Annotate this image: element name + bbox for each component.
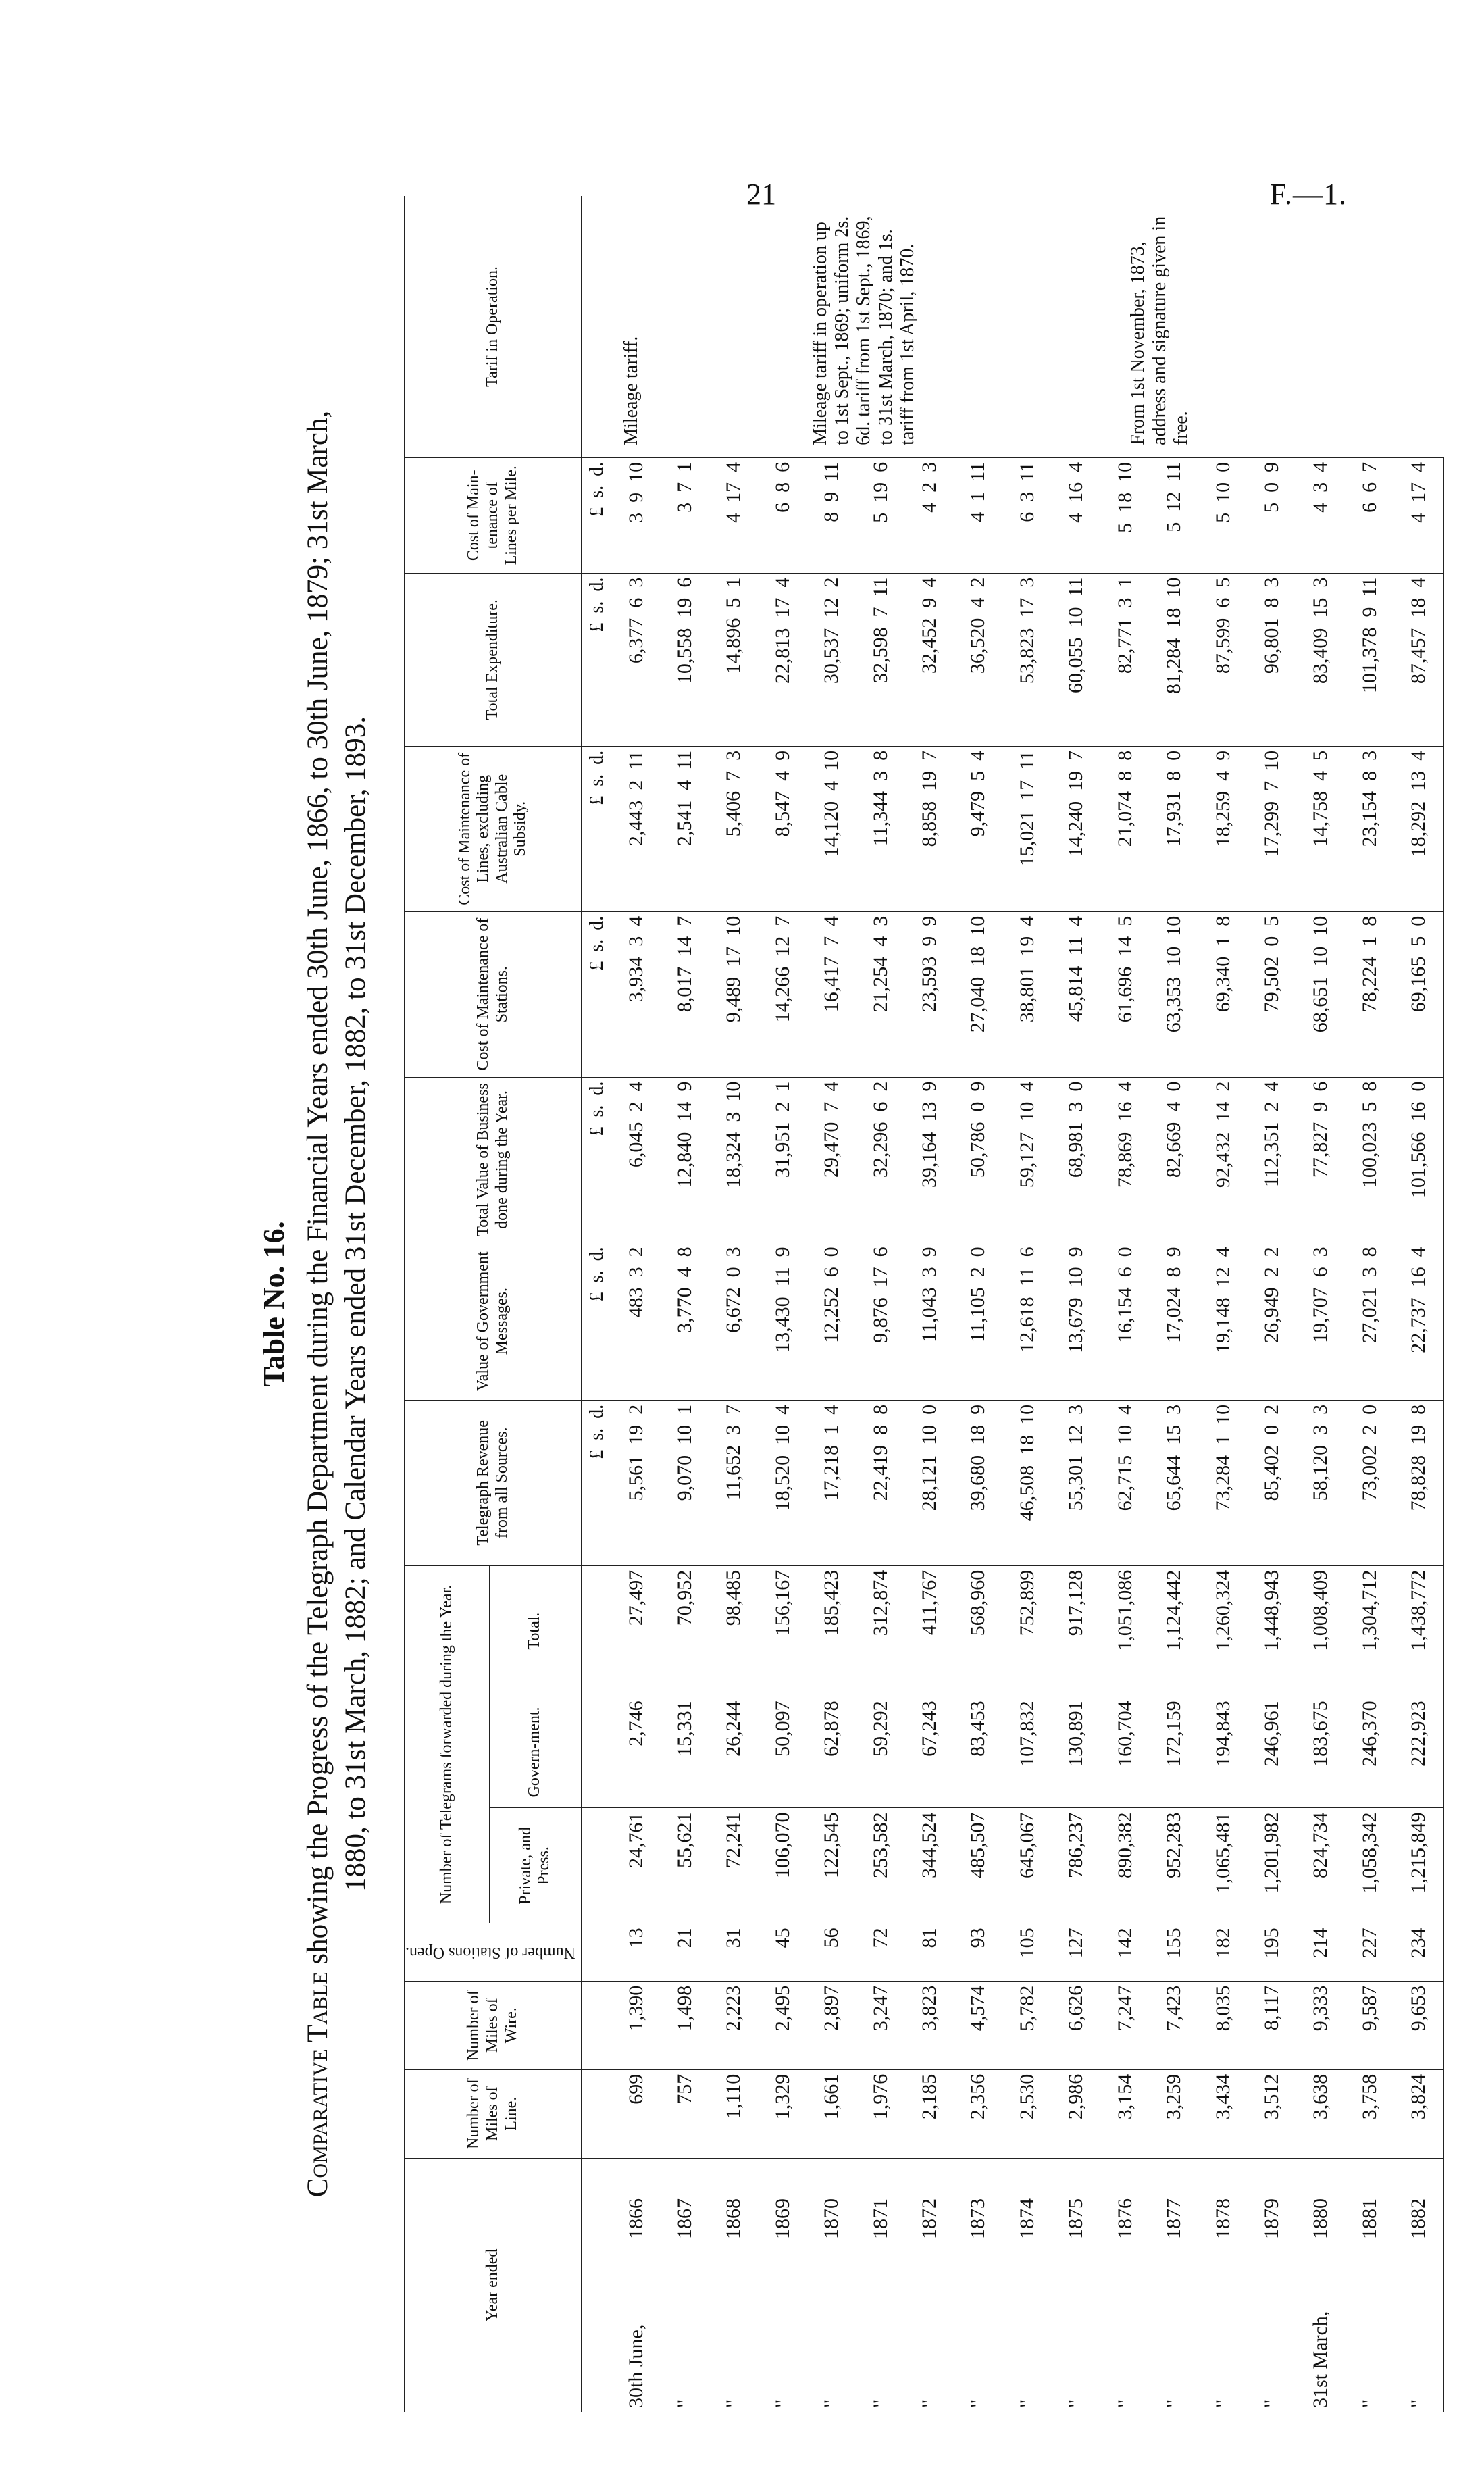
private-cell: 55,621	[661, 1808, 709, 1923]
stations-cell: 45	[759, 1923, 807, 1981]
cost-per-mile-cell: 4 1 11	[954, 457, 1002, 573]
total-cell: 1,260,324	[1198, 1565, 1247, 1696]
header-miles-line: Number of Miles of Line.	[405, 2069, 582, 2158]
table-row	[759, 196, 807, 2412]
unit-labels: £ s. d.	[582, 1077, 612, 1242]
header-total: Total.	[489, 1565, 581, 1696]
business-cell: 32,296 6 2	[856, 1077, 904, 1242]
header-revenue: Telegraph Revenue from all Sources.	[405, 1400, 582, 1565]
stations-cell: 56	[807, 1923, 856, 1981]
expenditure-cell: 53,823 17 3	[1003, 573, 1052, 746]
total-cell: 312,874	[856, 1565, 904, 1696]
year-cell: "1874	[1015, 2198, 1038, 2408]
document-reference: F.—1.	[1270, 178, 1347, 211]
miles-wire-cell: 7,423	[1150, 1981, 1198, 2069]
revenue-cell: 39,680 18 9	[954, 1400, 1002, 1565]
cost-stations-cell: 69,165 5 0	[1394, 911, 1443, 1077]
government-cell: 130,891	[1052, 1696, 1100, 1808]
cost-per-mile-cell: 4 17 4	[709, 457, 758, 573]
tariff-note-1869: Mileage tariff in operation up to 1st Sept., 1869; uniform 2s. 6d. tariff from 1st Sept., 1869, to 31st March, 1870; and 1s. tariff from 1st April, 1870.	[810, 216, 918, 445]
cost-per-mile-cell: 3 7 1	[661, 457, 709, 573]
cost-stations-cell: 23,593 9 9	[905, 911, 954, 1077]
business-cell: 101,566 16 0	[1394, 1077, 1443, 1242]
revenue-cell: 65,644 15 3	[1150, 1400, 1198, 1565]
total-cell: 1,448,943	[1248, 1565, 1296, 1696]
expenditure-cell: 82,771 3 1	[1101, 573, 1150, 746]
government-cell: 26,244	[709, 1696, 758, 1808]
gov-messages-cell: 13,679 10 9	[1052, 1242, 1100, 1400]
year-cell: "1881	[1358, 2198, 1381, 2408]
total-cell: 1,124,442	[1150, 1565, 1198, 1696]
miles-line-cell: 3,824	[1394, 2069, 1443, 2158]
unit-labels: £ s. d.	[582, 1242, 612, 1400]
total-cell: 185,423	[807, 1565, 856, 1696]
miles-wire-cell: 2,897	[807, 1981, 856, 2069]
miles-line-cell: 1,976	[856, 2069, 904, 2158]
unit-labels: £ s. d.	[582, 746, 612, 911]
revenue-cell: 85,402 0 2	[1248, 1400, 1296, 1565]
cost-lines-cell: 8,547 4 9	[759, 746, 807, 911]
expenditure-cell: 6,377 6 3	[611, 573, 660, 746]
private-cell: 1,201,982	[1248, 1808, 1296, 1923]
gov-messages-cell: 3,770 4 8	[661, 1242, 709, 1400]
stations-cell: 155	[1150, 1923, 1198, 1981]
cost-per-mile-cell: 5 12 11	[1150, 457, 1198, 573]
table-number: Table No. 16.	[257, 1221, 290, 1387]
miles-line-cell: 2,986	[1052, 2069, 1100, 2158]
business-cell: 92,432 14 2	[1198, 1077, 1247, 1242]
stations-cell: 195	[1248, 1923, 1296, 1981]
business-cell: 31,951 2 1	[759, 1077, 807, 1242]
cost-stations-cell: 79,502 0 5	[1248, 911, 1296, 1077]
cost-per-mile-cell: 8 9 11	[807, 457, 856, 573]
private-cell: 890,382	[1101, 1808, 1150, 1923]
year-cell: "1877	[1162, 2198, 1185, 2408]
year-cell: "1873	[967, 2198, 990, 2408]
cost-lines-cell: 23,154 8 3	[1346, 746, 1394, 911]
cost-stations-cell: 61,696 14 5	[1101, 911, 1150, 1077]
cost-per-mile-cell: 3 9 10	[611, 457, 660, 573]
government-cell: 222,923	[1394, 1696, 1443, 1808]
government-cell: 62,878	[807, 1696, 856, 1808]
private-cell: 645,067	[1003, 1808, 1052, 1923]
cost-stations-cell: 69,340 1 8	[1198, 911, 1247, 1077]
expenditure-cell: 101,378 9 11	[1346, 573, 1394, 746]
cost-lines-cell: 2,443 2 11	[611, 746, 660, 911]
miles-wire-cell: 3,823	[905, 1981, 954, 2069]
miles-line-cell: 1,329	[759, 2069, 807, 2158]
tariff-note-mileage: Mileage tariff.	[621, 336, 642, 445]
gov-messages-cell: 9,876 17 6	[856, 1242, 904, 1400]
stations-cell: 31	[709, 1923, 758, 1981]
private-cell: 253,582	[856, 1808, 904, 1923]
header-tariff: Tarif in Operation.	[405, 196, 582, 457]
header-private: Private, and Press.	[489, 1808, 581, 1923]
table-row	[1394, 196, 1443, 2412]
miles-wire-cell: 5,782	[1003, 1981, 1052, 2069]
header-stations	[405, 1923, 582, 1981]
stations-cell: 182	[1198, 1923, 1247, 1981]
header-telegrams-group: Number of Telegrams forwarded during the Year.	[405, 1565, 489, 1923]
gov-messages-cell: 17,024 8 9	[1150, 1242, 1198, 1400]
expenditure-cell: 96,801 8 3	[1248, 573, 1296, 746]
expenditure-cell: 14,896 5 1	[709, 573, 758, 746]
cost-per-mile-cell: 4 3 4	[1296, 457, 1345, 573]
table-row	[1346, 196, 1394, 2412]
comparative-table	[404, 196, 1444, 2412]
stations-cell: 214	[1296, 1923, 1345, 1981]
cost-per-mile-cell: 4 2 3	[905, 457, 954, 573]
miles-wire-cell: 2,495	[759, 1981, 807, 2069]
business-cell: 100,023 5 8	[1346, 1077, 1394, 1242]
revenue-cell: 5,561 19 2	[611, 1400, 660, 1565]
cost-per-mile-cell: 6 3 11	[1003, 457, 1052, 573]
stations-cell: 127	[1052, 1923, 1100, 1981]
header-cost-stations: Cost of Maintenance of Stations.	[405, 911, 582, 1077]
year-cell: "1870	[820, 2198, 843, 2408]
cost-stations-cell: 8,017 14 7	[661, 911, 709, 1077]
expenditure-cell: 60,055 10 11	[1052, 573, 1100, 746]
business-cell: 68,981 3 0	[1052, 1077, 1100, 1242]
revenue-cell: 22,419 8 8	[856, 1400, 904, 1565]
government-cell: 2,746	[611, 1696, 660, 1808]
cost-stations-cell: 63,353 10 10	[1150, 911, 1198, 1077]
header-miles-wire: Number of Miles of Wire.	[405, 1981, 582, 2069]
tariff-notes-cell	[582, 196, 1443, 457]
cost-stations-cell: 78,224 1 8	[1346, 911, 1394, 1077]
revenue-cell: 78,828 19 8	[1394, 1400, 1443, 1565]
business-cell: 39,164 13 9	[905, 1077, 954, 1242]
gov-messages-cell: 13,430 11 9	[759, 1242, 807, 1400]
caption-lead: Comparative Table	[302, 1971, 334, 2198]
stations-cell: 13	[611, 1923, 660, 1981]
government-cell: 50,097	[759, 1696, 807, 1808]
total-cell: 1,008,409	[1296, 1565, 1345, 1696]
private-cell: 72,241	[709, 1808, 758, 1923]
total-cell: 411,767	[905, 1565, 954, 1696]
header-expenditure: Total Expenditure.	[405, 573, 582, 746]
business-cell: 50,786 0 9	[954, 1077, 1002, 1242]
stations-cell: 93	[954, 1923, 1002, 1981]
stations-cell: 21	[661, 1923, 709, 1981]
miles-line-cell: 3,512	[1248, 2069, 1296, 2158]
miles-wire-cell: 7,247	[1101, 1981, 1150, 2069]
cost-stations-cell: 14,266 12 7	[759, 911, 807, 1077]
unit-labels: £ s. d.	[582, 1400, 612, 1565]
government-cell: 246,370	[1346, 1696, 1394, 1808]
miles-line-cell: 3,758	[1346, 2069, 1394, 2158]
cost-stations-cell: 68,651 10 10	[1296, 911, 1345, 1077]
cost-lines-cell: 2,541 4 11	[661, 746, 709, 911]
revenue-cell: 46,508 18 10	[1003, 1400, 1052, 1565]
revenue-cell: 73,002 2 0	[1346, 1400, 1394, 1565]
stations-cell: 227	[1346, 1923, 1394, 1981]
expenditure-cell: 36,520 4 2	[954, 573, 1002, 746]
cost-lines-cell: 5,406 7 3	[709, 746, 758, 911]
table-row	[954, 196, 1002, 2412]
cost-per-mile-cell: 6 8 6	[759, 457, 807, 573]
total-cell: 917,128	[1052, 1565, 1100, 1696]
revenue-cell: 11,652 3 7	[709, 1400, 758, 1565]
table-row	[1003, 196, 1052, 2412]
table-row	[1248, 196, 1296, 2412]
stations-cell: 72	[856, 1923, 904, 1981]
expenditure-cell: 87,599 6 5	[1198, 573, 1247, 746]
cost-per-mile-cell: 5 19 6	[856, 457, 904, 573]
miles-wire-cell: 9,587	[1346, 1981, 1394, 2069]
miles-line-cell: 699	[611, 2069, 660, 2158]
unit-labels: £ s. d.	[582, 457, 612, 573]
header-cost-lines: Cost of Maintenance of Lines, excluding Australian Cable Subsidy.	[405, 746, 582, 911]
total-cell: 70,952	[661, 1565, 709, 1696]
cost-lines-cell: 15,021 17 11	[1003, 746, 1052, 911]
revenue-cell: 73,284 1 10	[1198, 1400, 1247, 1565]
year-cell: 30th June,1866	[624, 2198, 647, 2408]
caption-text-1: showing the Progress of the Telegraph Department during the Financial Years ended 30th June, 1866, to 30th June, 1879; 31st March,	[302, 410, 334, 1965]
private-cell: 786,237	[1052, 1808, 1100, 1923]
business-cell: 6,045 2 4	[611, 1077, 660, 1242]
cost-lines-cell: 21,074 8 8	[1101, 746, 1150, 911]
year-cell: "1882	[1394, 2158, 1443, 2412]
gov-messages-cell: 26,949 2 2	[1248, 1242, 1296, 1400]
unit-labels: £ s. d.	[582, 573, 612, 746]
business-cell: 12,840 14 9	[661, 1077, 709, 1242]
miles-line-cell: 3,154	[1101, 2069, 1150, 2158]
miles-wire-cell: 9,653	[1394, 1981, 1443, 2069]
stations-cell: 105	[1003, 1923, 1052, 1981]
revenue-cell: 17,218 1 4	[807, 1400, 856, 1565]
year-cell: "1867	[673, 2198, 696, 2408]
business-cell: 77,827 9 6	[1296, 1077, 1345, 1242]
government-cell: 183,675	[1296, 1696, 1345, 1808]
revenue-cell: 58,120 3 3	[1296, 1400, 1345, 1565]
header-gov-messages: Value of Government Messages.	[405, 1242, 582, 1400]
tariff-note-1873: From 1st November, 1873, address and signature given in free.	[1127, 216, 1192, 445]
year-cell: "1869	[771, 2198, 794, 2408]
expenditure-cell: 30,537 12 2	[807, 573, 856, 746]
cost-lines-cell: 18,292 13 4	[1394, 746, 1443, 911]
gov-messages-cell: 27,021 3 8	[1346, 1242, 1394, 1400]
miles-wire-cell: 2,223	[709, 1981, 758, 2069]
government-cell: 107,832	[1003, 1696, 1052, 1808]
miles-line-cell: 3,638	[1296, 2069, 1345, 2158]
cost-per-mile-cell: 5 18 10	[1101, 457, 1150, 573]
year-cell: "1871	[869, 2198, 892, 2408]
business-cell: 59,127 10 4	[1003, 1077, 1052, 1242]
private-cell: 106,070	[759, 1808, 807, 1923]
gov-messages-cell: 6,672 0 3	[709, 1242, 758, 1400]
total-cell: 1,051,086	[1101, 1565, 1150, 1696]
total-cell: 156,167	[759, 1565, 807, 1696]
table-row	[1296, 196, 1345, 2412]
private-cell: 122,545	[807, 1808, 856, 1923]
expenditure-cell: 32,598 7 11	[856, 573, 904, 746]
expenditure-cell: 81,284 18 10	[1150, 573, 1198, 746]
cost-stations-cell: 3,934 3 4	[611, 911, 660, 1077]
header-business: Total Value of Business done during the Year.	[405, 1077, 582, 1242]
government-cell: 67,243	[905, 1696, 954, 1808]
year-cell: "1878	[1211, 2198, 1234, 2408]
page-number: 21	[746, 178, 776, 211]
stations-cell: 81	[905, 1923, 954, 1981]
cost-stations-cell: 38,801 19 4	[1003, 911, 1052, 1077]
business-cell: 29,470 7 4	[807, 1077, 856, 1242]
gov-messages-cell: 22,737 16 4	[1394, 1242, 1443, 1400]
year-cell: "1868	[722, 2198, 745, 2408]
cost-lines-cell: 11,344 3 8	[856, 746, 904, 911]
table-row	[1150, 196, 1198, 2412]
revenue-cell: 55,301 12 3	[1052, 1400, 1100, 1565]
cost-per-mile-cell: 4 17 4	[1394, 457, 1443, 573]
year-cell: "1876	[1113, 2198, 1136, 2408]
cost-stations-cell: 9,489 17 10	[709, 911, 758, 1077]
private-cell: 24,761	[611, 1808, 660, 1923]
stations-cell: 234	[1394, 1923, 1443, 1981]
government-cell: 15,331	[661, 1696, 709, 1808]
header-year: Year ended	[405, 2158, 582, 2412]
revenue-cell: 28,121 10 0	[905, 1400, 954, 1565]
miles-line-cell: 2,356	[954, 2069, 1002, 2158]
miles-wire-cell: 8,035	[1198, 1981, 1247, 2069]
year-cell: "1875	[1065, 2198, 1088, 2408]
units-row	[582, 196, 612, 2412]
private-cell: 952,283	[1150, 1808, 1198, 1923]
table-row	[905, 196, 954, 2412]
cost-stations-cell: 45,814 11 4	[1052, 911, 1100, 1077]
table-row	[856, 196, 904, 2412]
government-cell: 83,453	[954, 1696, 1002, 1808]
table-row	[807, 196, 856, 2412]
miles-wire-cell: 8,117	[1248, 1981, 1296, 2069]
business-cell: 18,324 3 10	[709, 1077, 758, 1242]
expenditure-cell: 32,452 9 4	[905, 573, 954, 746]
miles-line-cell: 1,110	[709, 2069, 758, 2158]
unit-labels: £ s. d.	[582, 911, 612, 1077]
cost-lines-cell: 17,299 7 10	[1248, 746, 1296, 911]
government-cell: 172,159	[1150, 1696, 1198, 1808]
gov-messages-cell: 11,043 3 9	[905, 1242, 954, 1400]
gov-messages-cell: 12,252 6 0	[807, 1242, 856, 1400]
government-cell: 59,292	[856, 1696, 904, 1808]
total-cell: 568,960	[954, 1565, 1002, 1696]
gov-messages-cell: 483 3 2	[611, 1242, 660, 1400]
total-cell: 1,304,712	[1346, 1565, 1394, 1696]
expenditure-cell: 87,457 18 4	[1394, 573, 1443, 746]
header-stations-label: Number of Stations Open.	[405, 1944, 575, 1962]
cost-lines-cell: 9,479 5 4	[954, 746, 1002, 911]
miles-line-cell: 2,530	[1003, 2069, 1052, 2158]
cost-stations-cell: 21,254 4 3	[856, 911, 904, 1077]
cost-stations-cell: 16,417 7 4	[807, 911, 856, 1077]
table-caption-line-1	[301, 196, 334, 2412]
miles-line-cell: 1,661	[807, 2069, 856, 2158]
cost-lines-cell: 8,858 19 7	[905, 746, 954, 911]
revenue-cell: 9,070 10 1	[661, 1400, 709, 1565]
table-row	[1101, 196, 1150, 2412]
table-row	[709, 196, 758, 2412]
private-cell: 824,734	[1296, 1808, 1345, 1923]
gov-messages-cell: 19,707 6 3	[1296, 1242, 1345, 1400]
cost-stations-cell: 27,040 18 10	[954, 911, 1002, 1077]
table-row	[1052, 196, 1100, 2412]
total-cell: 1,438,772	[1394, 1565, 1443, 1696]
expenditure-cell: 83,409 15 3	[1296, 573, 1345, 746]
cost-per-mile-cell: 5 10 0	[1198, 457, 1247, 573]
government-cell: 160,704	[1101, 1696, 1150, 1808]
miles-line-cell: 3,434	[1198, 2069, 1247, 2158]
table-caption-line-2: 1880, to 31st March, 1882; and Calendar Years ended 31st December, 1882, to 31st December, 1893.	[340, 715, 372, 1892]
cost-lines-cell: 14,120 4 10	[807, 746, 856, 911]
business-cell: 112,351 2 4	[1248, 1077, 1296, 1242]
total-cell: 752,899	[1003, 1565, 1052, 1696]
year-cell: 31st March,1880	[1309, 2198, 1332, 2408]
year-cell: "1872	[918, 2198, 941, 2408]
cost-lines-cell: 14,758 4 5	[1296, 746, 1345, 911]
rotated-table-sheet	[257, 196, 1429, 2412]
revenue-cell: 62,715 10 4	[1101, 1400, 1150, 1565]
private-cell: 485,507	[954, 1808, 1002, 1923]
cost-per-mile-cell: 5 0 9	[1248, 457, 1296, 573]
cost-lines-cell: 18,259 4 9	[1198, 746, 1247, 911]
stations-cell: 142	[1101, 1923, 1150, 1981]
private-cell: 1,058,342	[1346, 1808, 1394, 1923]
expenditure-cell: 22,813 17 4	[759, 573, 807, 746]
cost-lines-cell: 17,931 8 0	[1150, 746, 1198, 911]
total-cell: 27,497	[611, 1565, 660, 1696]
miles-line-cell: 2,185	[905, 2069, 954, 2158]
miles-wire-cell: 6,626	[1052, 1981, 1100, 2069]
table-row	[611, 196, 660, 2412]
cost-lines-cell: 14,240 19 7	[1052, 746, 1100, 911]
total-cell: 98,485	[709, 1565, 758, 1696]
miles-wire-cell: 3,247	[856, 1981, 904, 2069]
table-row	[661, 196, 709, 2412]
gov-messages-cell: 16,154 6 0	[1101, 1242, 1150, 1400]
miles-line-cell: 3,259	[1150, 2069, 1198, 2158]
miles-wire-cell: 1,498	[661, 1981, 709, 2069]
miles-wire-cell: 1,390	[611, 1981, 660, 2069]
business-cell: 78,869 16 4	[1101, 1077, 1150, 1242]
private-cell: 1,065,481	[1198, 1808, 1247, 1923]
gov-messages-cell: 19,148 12 4	[1198, 1242, 1247, 1400]
government-cell: 246,961	[1248, 1696, 1296, 1808]
business-cell: 82,669 4 0	[1150, 1077, 1198, 1242]
government-cell: 194,843	[1198, 1696, 1247, 1808]
miles-line-cell: 757	[661, 2069, 709, 2158]
miles-wire-cell: 9,333	[1296, 1981, 1345, 2069]
private-cell: 1,215,849	[1394, 1808, 1443, 1923]
gov-messages-cell: 11,105 2 0	[954, 1242, 1002, 1400]
cost-per-mile-cell: 6 6 7	[1346, 457, 1394, 573]
gov-messages-cell: 12,618 11 6	[1003, 1242, 1052, 1400]
private-cell: 344,524	[905, 1808, 954, 1923]
year-cell: "1879	[1260, 2198, 1283, 2408]
revenue-cell: 18,520 10 4	[759, 1400, 807, 1565]
header-government: Govern-ment.	[489, 1696, 581, 1808]
expenditure-cell: 10,558 19 6	[661, 573, 709, 746]
miles-wire-cell: 4,574	[954, 1981, 1002, 2069]
header-cost-per-mile: Cost of Main-tenance of Lines per Mile.	[405, 457, 582, 573]
table-row	[1198, 196, 1247, 2412]
cost-per-mile-cell: 4 16 4	[1052, 457, 1100, 573]
